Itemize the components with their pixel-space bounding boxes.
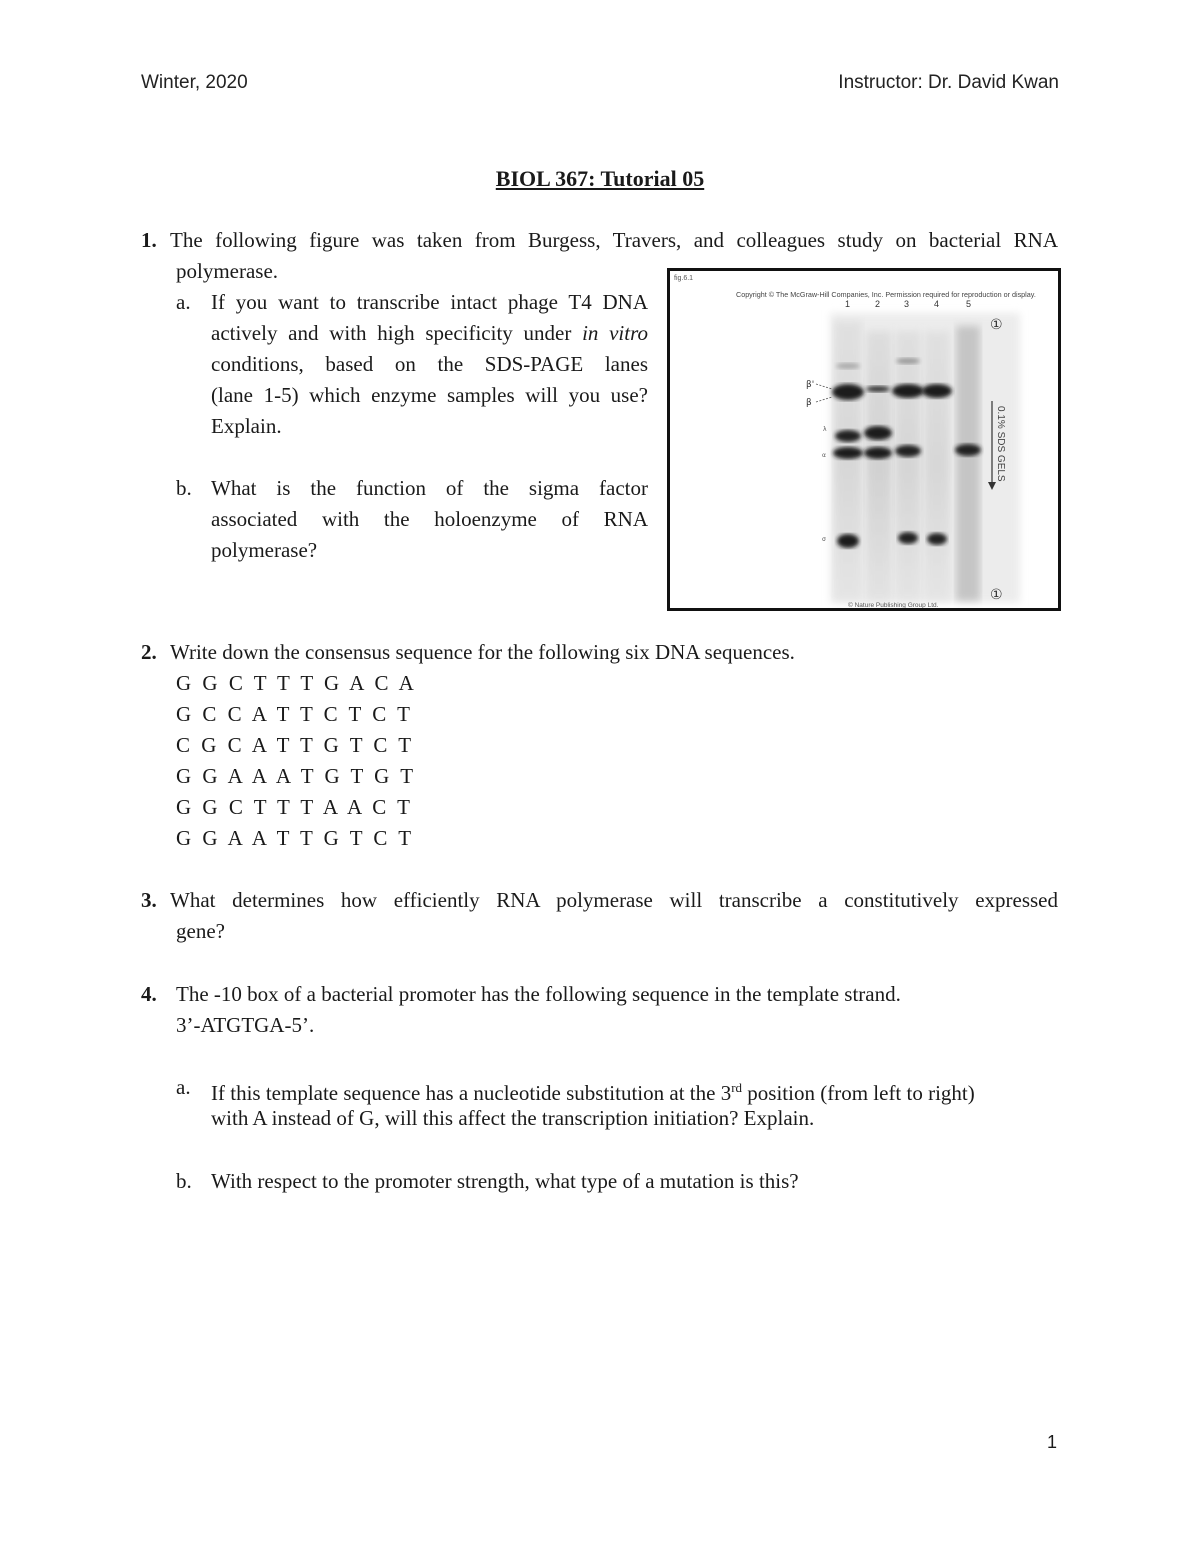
- lane-number-3: 3: [904, 299, 910, 309]
- header-term: Winter, 2020: [141, 72, 248, 93]
- bottom-marker: ①: [990, 587, 1003, 603]
- band-label-beta-prime: β': [806, 380, 815, 390]
- q4b-text: With respect to the promoter strength, what type of a mutation is this?: [211, 1169, 799, 1193]
- q1-text-line1: The following figure was taken from Burgess, Travers, and colleagues study on bacterial RNA: [170, 228, 1058, 252]
- q4a-label: a.: [176, 1075, 191, 1099]
- q1a-line1: If you want to transcribe intact phage T4 DNA: [211, 290, 648, 314]
- band-label-alpha: α: [822, 452, 826, 459]
- dna-sequence-4: G G A A A T G T G T: [176, 764, 417, 788]
- q1-number: 1.: [141, 228, 157, 252]
- q1b-line2: associated with the holoenzyme of RNA: [211, 507, 648, 531]
- q1a-label: a.: [176, 290, 191, 314]
- page-title: BIOL 367: Tutorial 05: [495, 166, 705, 191]
- band-label-lambda: λ: [823, 426, 827, 433]
- lane-3-smear: [895, 331, 921, 601]
- lane-number-4: 4: [934, 299, 940, 309]
- q1b-line3: polymerase?: [211, 538, 318, 562]
- gel-side-label: 0.1% SDS GELS: [995, 406, 1006, 482]
- q1a-line5: Explain.: [211, 414, 282, 438]
- q2-text: Write down the consensus sequence for the following six DNA sequences.: [170, 640, 795, 664]
- band-lane2-beta: [866, 386, 890, 392]
- lane-number-2: 2: [875, 299, 881, 309]
- q1b-label: b.: [176, 476, 192, 500]
- q1a-line3: conditions, based on the SDS-PAGE lanes: [211, 352, 648, 376]
- q4a-line2: with A instead of G, will this affect the transcription initiation? Explain.: [211, 1106, 815, 1130]
- q1b-line1: What is the function of the sigma factor: [211, 476, 648, 500]
- q1-text-line2: polymerase.: [176, 259, 279, 283]
- lane-4-smear: [924, 331, 950, 601]
- band-lane2-alpha: [864, 447, 892, 459]
- sds-page-gel-figure: [667, 268, 1061, 611]
- band-lane1-alpha: [833, 447, 863, 459]
- figure-label: fig.6.1: [674, 275, 694, 282]
- page-number: 1: [1046, 1432, 1057, 1452]
- q4-number: 4.: [141, 982, 157, 1006]
- band-lane1-lambda: [835, 430, 861, 442]
- q1a-line2: actively and with high specificity under in vitro: [211, 321, 648, 345]
- q2-number: 2.: [141, 640, 157, 664]
- figure-copyright: Copyright © The McGraw-Hill Companies, Inc. Permission required for reproduction or display.: [736, 290, 1036, 299]
- q4-line2: 3’-ATGTGA-5’.: [176, 1013, 315, 1037]
- band-lane1-beta: [832, 384, 864, 400]
- dna-sequence-1: G G C T T T G A C A: [176, 671, 417, 695]
- q3-line2: gene?: [176, 919, 225, 943]
- q4b-label: b.: [176, 1169, 192, 1193]
- q3-line1: What determines how efficiently RNA polymerase will transcribe a constitutively expressed: [170, 888, 1058, 912]
- band-lane3-sigma: [898, 532, 918, 544]
- dna-sequence-5: G G C T T T A A C T: [176, 795, 413, 819]
- band-lane4-beta: [922, 384, 952, 398]
- band-lane2-lambda: [864, 426, 892, 440]
- lane-2-smear: [866, 331, 892, 601]
- top-marker: ①: [990, 317, 1003, 333]
- band-lane3-alpha: [895, 445, 921, 457]
- lane-number-5: 5: [966, 299, 972, 309]
- band-lane1-sigma: [837, 534, 859, 548]
- lane-5-smear: [956, 326, 980, 601]
- dna-sequence-2: G C C A T T C T C T: [176, 702, 413, 726]
- q1a-line4: (lane 1-5) which enzyme samples will you use?: [211, 383, 648, 407]
- figure-credit: © Nature Publishing Group Ltd.: [848, 602, 939, 608]
- q3-number: 3.: [141, 888, 157, 912]
- band-lane3-beta: [892, 384, 924, 398]
- lane-number-1: 1: [845, 299, 851, 309]
- q4-line1: The -10 box of a bacterial promoter has the following sequence in the template strand.: [176, 982, 901, 1006]
- band-lane5-alpha: [955, 444, 981, 456]
- band-label-beta: β: [806, 398, 812, 408]
- band-lane4-sigma: [927, 533, 947, 545]
- q4a-line1: If this template sequence has a nucleotide substitution at the 3rd position (from left to right): [211, 1080, 975, 1105]
- band-label-sigma: σ: [822, 536, 826, 543]
- dna-sequence-3: C G C A T T G T C T: [176, 733, 415, 757]
- dna-sequence-6: G G A A T T G T C T: [176, 826, 415, 850]
- header-instructor: Instructor: Dr. David Kwan: [838, 72, 1059, 93]
